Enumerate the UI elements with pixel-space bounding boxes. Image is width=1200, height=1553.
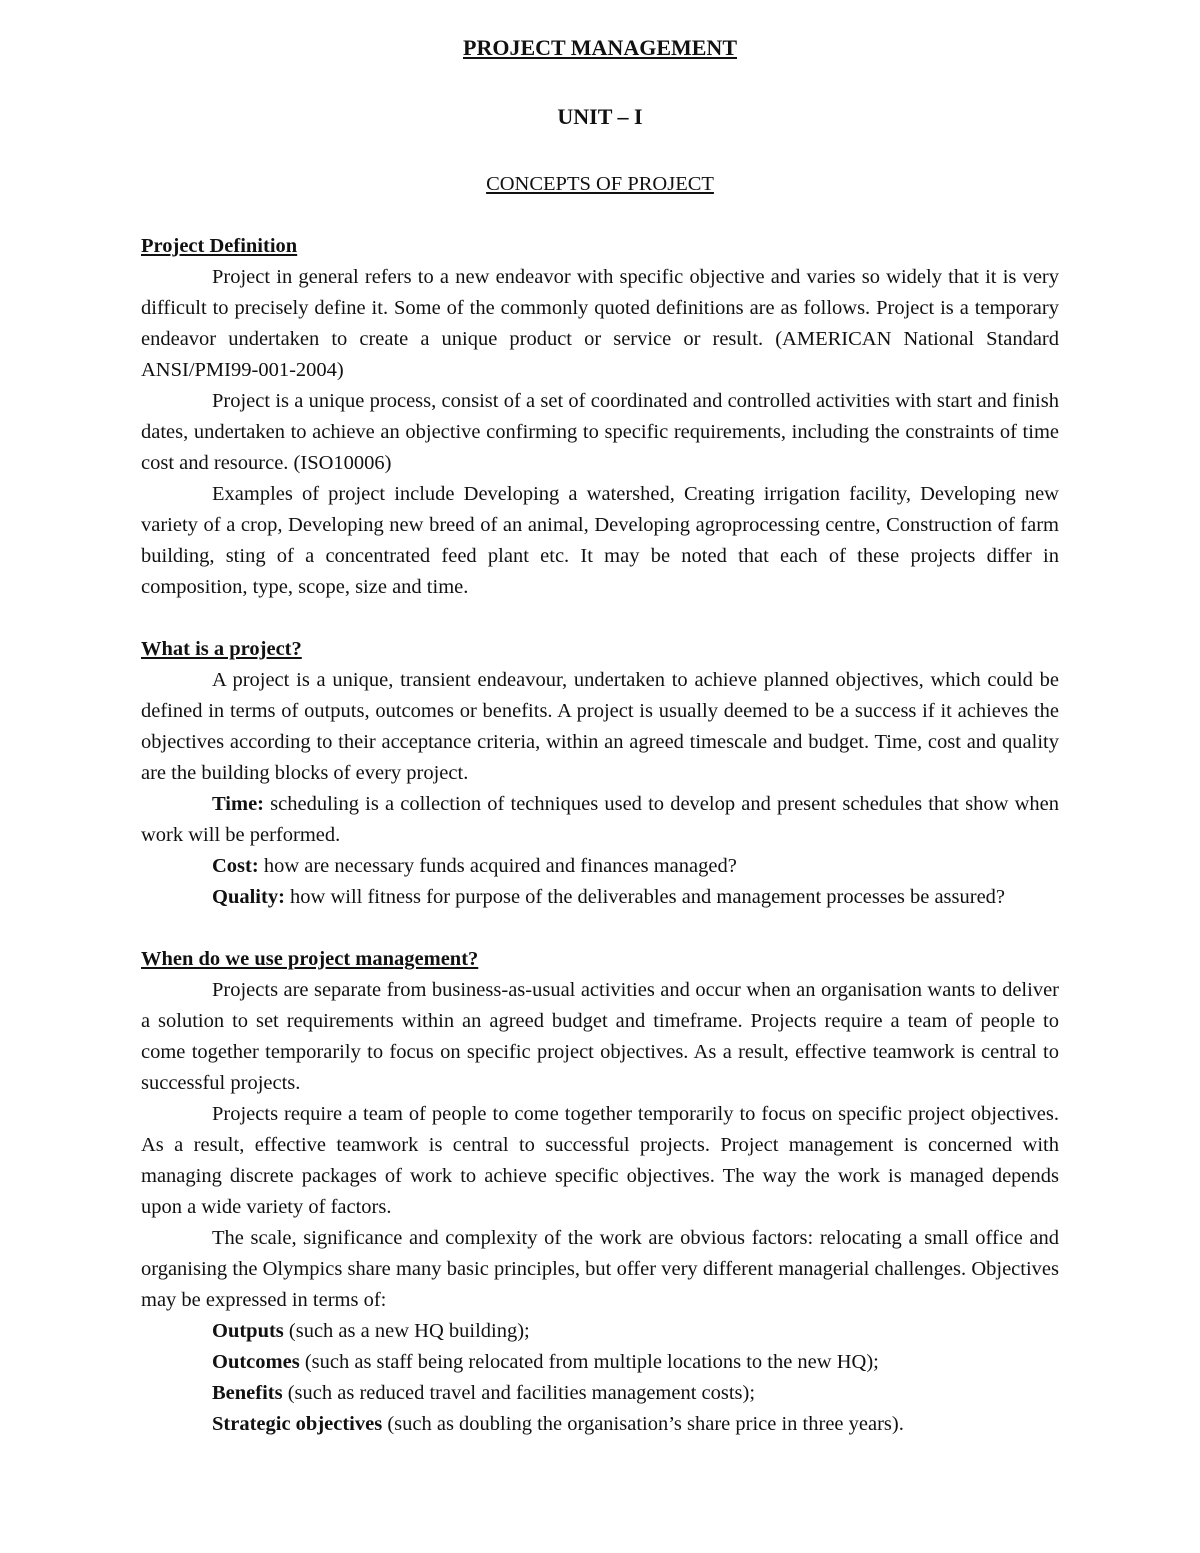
quality-label: Quality: (212, 886, 285, 908)
time-text: scheduling is a collection of techniques used to develop and present schedules that show when work will be performed. (141, 793, 1059, 846)
objective-label: Outputs (212, 1320, 284, 1342)
time-label: Time: (212, 793, 265, 815)
cost-text: how are necessary funds acquired and finances managed? (258, 855, 737, 877)
objective-label: Benefits (212, 1382, 283, 1404)
section-heading-what-is-project: What is a project? (141, 638, 302, 660)
objective-item-strategic (141, 1409, 1059, 1440)
paragraph-when-use-3: The scale, significance and complexity of the work are obvious factors: relocating a small office and organising the Olympics share many basic principles, but offer very different managerial challenges. Objectives may be expressed in terms of: (141, 1227, 1059, 1311)
document-page (141, 26, 1059, 1440)
objective-item-benefits (141, 1378, 1059, 1409)
objective-item-outcomes (141, 1347, 1059, 1378)
objective-text: (such as staff being relocated from multiple locations to the new HQ); (299, 1351, 879, 1373)
paragraph-definition-1: Project in general refers to a new endeavor with specific objective and varies so widely that it is very difficult to precisely define it. Some of the commonly quoted definitions are as follows. Project is a temporary endeavor undertaken to create a unique product or service or result. (AMERICAN National Standard ANSI/PMI99-001-2004) (141, 266, 1059, 381)
objective-text: (such as reduced travel and facilities management costs); (282, 1382, 756, 1404)
section-heading-when-use: When do we use project management? (141, 948, 479, 970)
chapter-title: CONCEPTS OF PROJECT (486, 173, 714, 195)
paragraph-when-use-2: Projects require a team of people to come together temporarily to focus on specific project objectives. As a result, effective teamwork is central to successful projects. Project management is concerned with managing discrete packages of work to achieve specific objectives. The way the work is managed depends upon a wide variety of factors. (141, 1103, 1059, 1218)
document-title: PROJECT MANAGEMENT (463, 35, 737, 60)
objective-label: Outcomes (212, 1351, 300, 1373)
paragraph-quality (141, 882, 1059, 913)
paragraph-cost (141, 851, 1059, 882)
quality-text: how will fitness for purpose of the deliverables and management processes be assured? (284, 886, 1006, 908)
paragraph-when-use-1: Projects are separate from business-as-usual activities and occur when an organisation wants to deliver a solution to set requirements within an agreed budget and timeframe. Projects require a team of people to come together temporarily to focus on specific project objectives. As a result, effective teamwork is central to successful projects. (141, 979, 1059, 1094)
paragraph-time (141, 789, 1059, 851)
section-heading-project-definition: Project Definition (141, 235, 298, 257)
paragraph-definition-3: Examples of project include Developing a watershed, Creating irrigation facility, Developing new variety of a crop, Developing new breed of an animal, Developing agroprocessing centre, Construction of farm building, sting of a concentrated feed plant etc. It may be noted that each of these projects differ in composition, type, scope, size and time. (141, 483, 1059, 598)
objective-label: Strategic objectives (212, 1413, 383, 1435)
objective-item-outputs (141, 1316, 1059, 1347)
objective-text: (such as a new HQ building); (283, 1320, 530, 1342)
objective-text: (such as doubling the organisation’s share price in three years). (382, 1413, 904, 1435)
paragraph-what-is-project: A project is a unique, transient endeavour, undertaken to achieve planned objectives, which could be defined in terms of outputs, outcomes or benefits. A project is usually deemed to be a success if it achieves the objectives according to their acceptance criteria, within an agreed timescale and budget. Time, cost and quality are the building blocks of every project. (141, 669, 1059, 784)
unit-title: UNIT – I (557, 104, 643, 129)
cost-label: Cost: (212, 855, 259, 877)
paragraph-definition-2: Project is a unique process, consist of a set of coordinated and controlled activities with start and finish dates, undertaken to achieve an objective confirming to specific requirements, including the constraints of time cost and resource. (ISO10006) (141, 390, 1059, 474)
